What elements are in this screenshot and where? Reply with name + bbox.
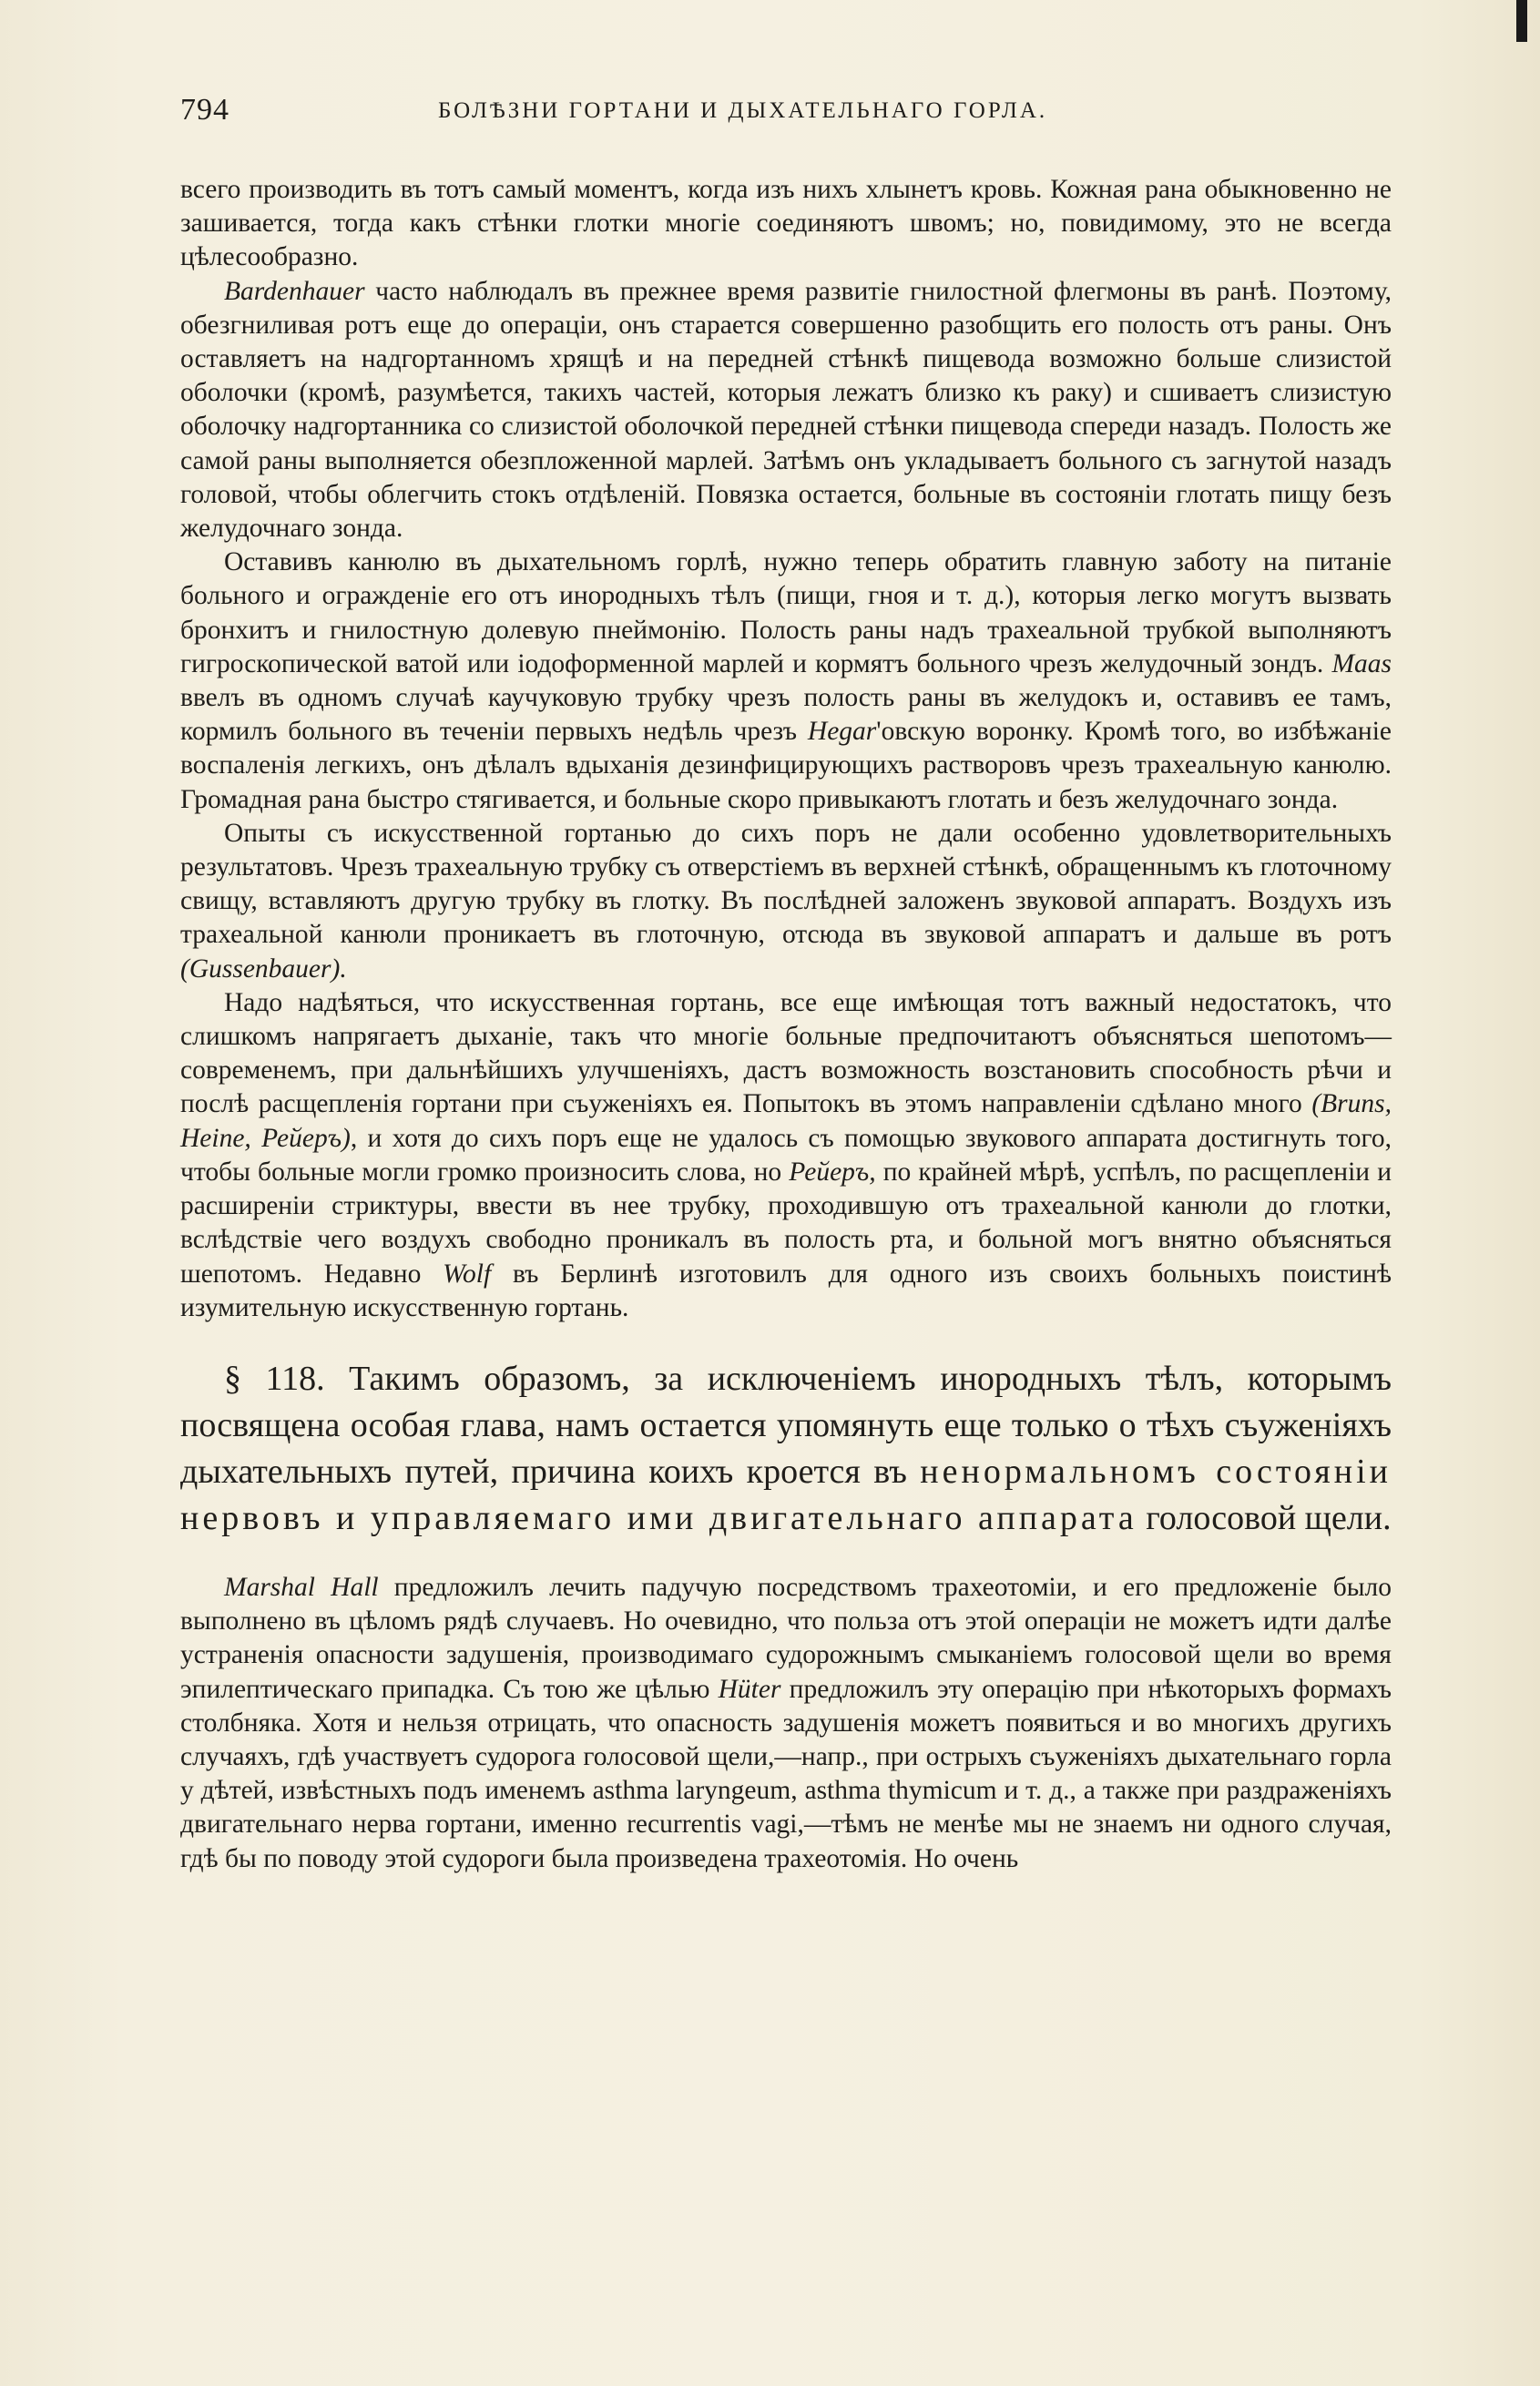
section-text-a: § 118. Такимъ образомъ, за исключенiемъ инородныхъ тѣлъ, которымъ посвящена особая глава, намъ остается упомянуть еще только о тѣхъ съуженiяхъ дыхательныхъ путей, причина коихъ кроется въ [180,1359,1392,1491]
scan-edge-mark [1516,0,1527,42]
paragraph-6 [180,1571,1392,1876]
paragraph-2-text: часто наблюдалъ въ прежнее время развитiе гнилостной флегмоны въ ранѣ. Поэтому, обезгниливая ротъ еще до операцiи, онъ старается совершенно разобщить его полость отъ раны. Онъ оставляетъ на надгортанномъ хрящѣ и на передней стѣнкѣ пищевода возможно больше слизистой оболочки (кромѣ, разумѣется, такихъ частей, которыя лежатъ близко къ раку) и сшиваетъ слизистую оболочку надгортанника со слизистой оболочкой передней стѣнки пищевода спереди назадъ. Полость же самой раны выполняется обезпложенной марлей. Затѣмъ онъ укладываетъ больного съ загнутой назадъ головой, чтобы облегчить стокъ отдѣленiй. Повязка остается, больные въ состоянiи глотать пищу безъ желудочнаго зонда. [180,276,1392,544]
citation: (Bruns, Heine, Рейеръ) [180,1089,1392,1153]
author-name: Hüter [718,1674,781,1704]
author-name: Hegar [807,717,877,747]
author-name: Wolf [443,1259,492,1289]
paragraph-5-text-c: по крайней мѣрѣ, успѣлъ, по расщепленiи и расширенiи стриктуры, ввести въ нее трубку, проходившую отъ трахеальной канюли до глотки, вслѣдствiе чего воздухъ свободно проникалъ въ полость рта, и больной могъ внятно объясняться шепотомъ. Недавно [180,1157,1392,1289]
citation: (Gussenbauer). [180,953,347,984]
paragraph-5-text-a: Надо надѣяться, что искусственная гортань, все еще имѣющая тотъ важный недостатокъ, что слишкомъ напрягаетъ дыханiе, такъ что многiе больные предпочитаютъ объясняться шепотомъ—современемъ, при дальнѣйшихъ улучшенiяхъ, дастъ возможность возстановить способность рѣчи и послѣ расщепленiя гортани при съуженiяхъ ея. Попытокъ въ этомъ направленiи сдѣлано много [180,987,1392,1119]
paragraph-5 [180,986,1392,1325]
page-number: 794 [180,93,229,127]
section-118 [180,1356,1392,1542]
paragraph-1: всего производить въ тотъ самый моментъ, когда изъ нихъ хлынетъ кровь. Кожная рана обыкновенно не зашивается, тогда какъ стѣнки глотки многiе соединяютъ швомъ; но, повидимому, это не всегда цѣлесообразно. [180,175,1392,272]
paragraph-6-text-b: предложилъ эту операцiю при нѣкоторыхъ формахъ столбняка. Хотя и нельзя отрицать, что опасность задушенiя можетъ появиться и во многихъ другихъ случаяхъ, гдѣ участвуетъ судорога голосовой щели,—напр., при острыхъ съуженiяхъ дыхательнаго горла у дѣтей, извѣстныхъ подъ именемъ asthma laryngeum, asthma thymicum и т. д., а также при раздраженiяхъ двигательнаго нерва гортани, именно recurrentis vagi,—тѣмъ не менѣе мы не знаемъ ни одного случая, гдѣ бы по поводу этой судороги была произведена трахеотомiя. Но очень [180,1674,1392,1873]
paragraph-2 [180,275,1392,546]
author-name: Marshal Hall [224,1572,379,1602]
section-spaced-text: ненормальномъ состоянiи нервовъ и управляемаго ими двигательнаго аппарата [180,1452,1392,1537]
paragraph-3-text-b: ввелъ въ одномъ случаѣ каучуковую трубку чрезъ полость раны въ желудокъ и, оставивъ ее тамъ, кормилъ больного въ теченiи первыхъ недѣль чрезъ [180,683,1392,747]
page-body [180,173,1392,1876]
paragraph-4 [180,817,1392,986]
paragraph-4-text: Опыты съ искусственной гортанью до сихъ поръ не дали особенно удовлетворительныхъ результатовъ. Чрезъ трахеальную трубку съ отверстiемъ въ верхней стѣнкѣ, обращеннымъ къ глоточному свищу, вставляютъ другую трубку въ глотку. Въ послѣдней заложенъ звуковой аппаратъ. Воздухъ изъ трахеальной канюли проникаетъ въ глоточную, отсюда въ звуковой аппаратъ и дальше въ ротъ [180,818,1392,950]
running-title: БОЛѢЗНИ ГОРТАНИ И ДЫХАТЕЛЬНАГО ГОРЛА. [438,98,1048,123]
paragraph-6-text-a: предложилъ лечить падучую посредствомъ трахеотомiи, и его предложенiе было выполнено въ цѣломъ рядѣ случаевъ. Но очевидно, что польза отъ этой операцiи не можетъ идти далѣе устраненiя опасности задушенiя, производимаго судорожнымъ смыканiемъ голосовой щели во время эпилептическаго припадка. Съ тою же цѣлью [180,1572,1392,1704]
author-name: Рейеръ, [789,1157,876,1187]
author-name: Bardenhauer [224,276,365,306]
author-name: Maas [1331,648,1392,678]
section-text-b: голосовой щели. [1137,1498,1392,1537]
paragraph-3 [180,546,1392,817]
paragraph-3-text-a: Оставивъ канюлю въ дыхательномъ горлѣ, нужно теперь обратить главную заботу на питанiе больного и огражденiе его отъ инородныхъ тѣлъ (пищи, гноя и т. д.), которыя легко могутъ вызвать бронхитъ и гнилостную долевую пнеймонiю. Полость раны надъ трахеальной трубкой выполняютъ гигроскопической ватой или iодоформенной марлей и кормятъ больного чрезъ желудочный зондъ. [180,547,1392,678]
paragraph-5-text-b: , и хотя до сихъ поръ еще не удалось съ помощью звукового аппарата достигнуть того, чтобы больные могли громко произносить слова, но [180,1123,1392,1187]
page-header [180,93,1392,129]
paragraph-5-text-d: въ Берлинѣ изготовилъ для одного изъ своихъ больныхъ поистинѣ изумительную искусственную гортань. [180,1259,1392,1322]
paragraph-3-text-c: 'овскую воронку. Кромѣ того, во избѣжанiе воспаленiя легкихъ, онъ дѣлалъ вдыханiя дезинфицирующихъ растворовъ чрезъ трахеальную канюлю. Громадная рана быстро стягивается, и больные скоро привыкаютъ глотать и безъ желудочнаго зонда. [180,717,1392,814]
